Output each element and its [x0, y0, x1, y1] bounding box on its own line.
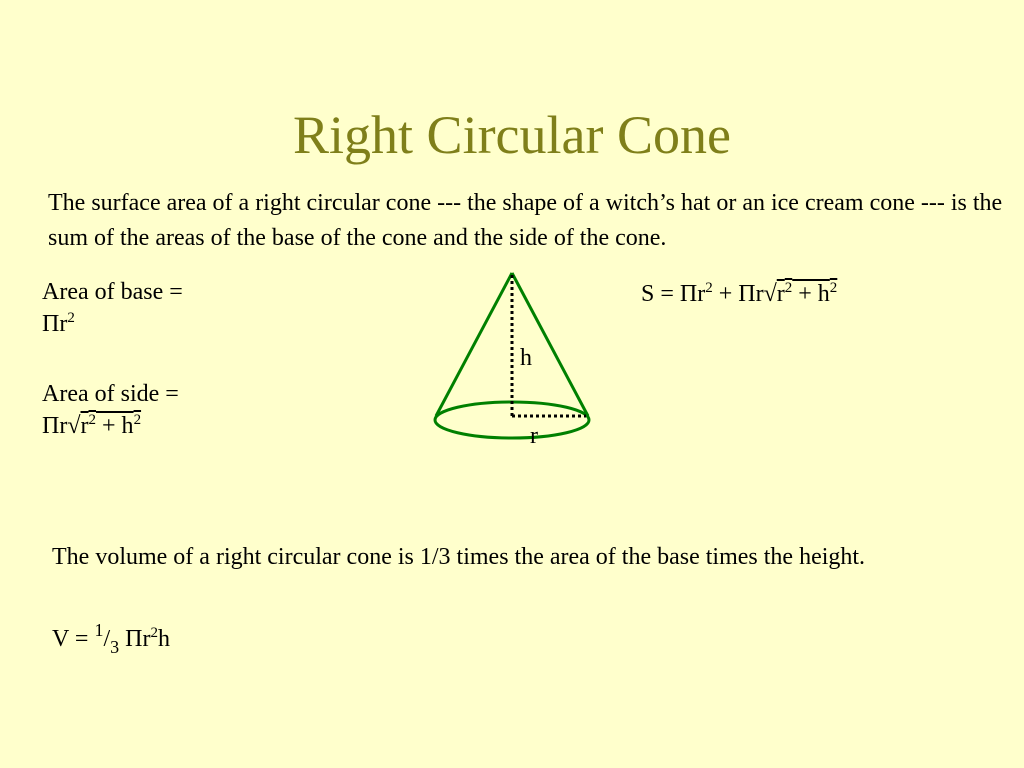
exponent: 2 [705, 280, 713, 296]
radicand [777, 281, 838, 307]
side-area-label: Area of side = [42, 381, 179, 407]
base-area-formula [42, 276, 183, 340]
volume-h: h [157, 626, 170, 652]
fraction-numerator: 1 [94, 620, 104, 640]
volume-pi-r: Πr [119, 626, 151, 652]
pi-symbol: Π [42, 413, 60, 439]
r-var: r [59, 413, 68, 439]
base-area-expression [42, 308, 183, 340]
volume-paragraph: The volume of a right circular cone is 1/3 times the area of the base times the height. [52, 544, 866, 570]
base-area-label: Area of base = [42, 279, 183, 305]
side-area-formula [42, 378, 179, 442]
radicand-r: r [776, 281, 785, 307]
surface-mid: + Πr [712, 281, 764, 307]
exponent: 2 [150, 625, 158, 641]
radicand-r: r [80, 413, 89, 439]
exponent: 2 [829, 280, 838, 296]
surface-area-formula [641, 278, 837, 310]
surface-prefix: S = Πr [641, 281, 706, 307]
fraction-denominator: 3 [110, 637, 120, 657]
sqrt-symbol: √ [67, 413, 81, 439]
intro-paragraph: The surface area of a right circular cone --- the shape of a witch’s hat or an ice cream cone --- is the sum of the areas of the base of the cone and the side of the cone. [48, 190, 1003, 251]
side-area-expression [42, 410, 179, 442]
volume-prefix: V = [52, 626, 95, 652]
r-var: r [59, 311, 68, 337]
radicand-plus-h: + h [792, 281, 830, 307]
radicand-plus-h: + h [96, 413, 134, 439]
slide-title: Right Circular Cone [293, 105, 731, 165]
sqrt-symbol: √ [763, 281, 777, 307]
height-label: h [520, 345, 532, 371]
exponent: 2 [133, 412, 142, 428]
pi-symbol: Π [42, 311, 60, 337]
volume-formula [52, 614, 170, 655]
radicand [81, 413, 142, 439]
exponent: 2 [784, 280, 793, 296]
radius-label: r [530, 423, 538, 448]
cone-diagram [430, 268, 600, 448]
exponent: 2 [67, 310, 75, 326]
exponent: 2 [88, 412, 97, 428]
fraction-slash: / [103, 626, 111, 652]
cone-left-edge [436, 273, 512, 416]
